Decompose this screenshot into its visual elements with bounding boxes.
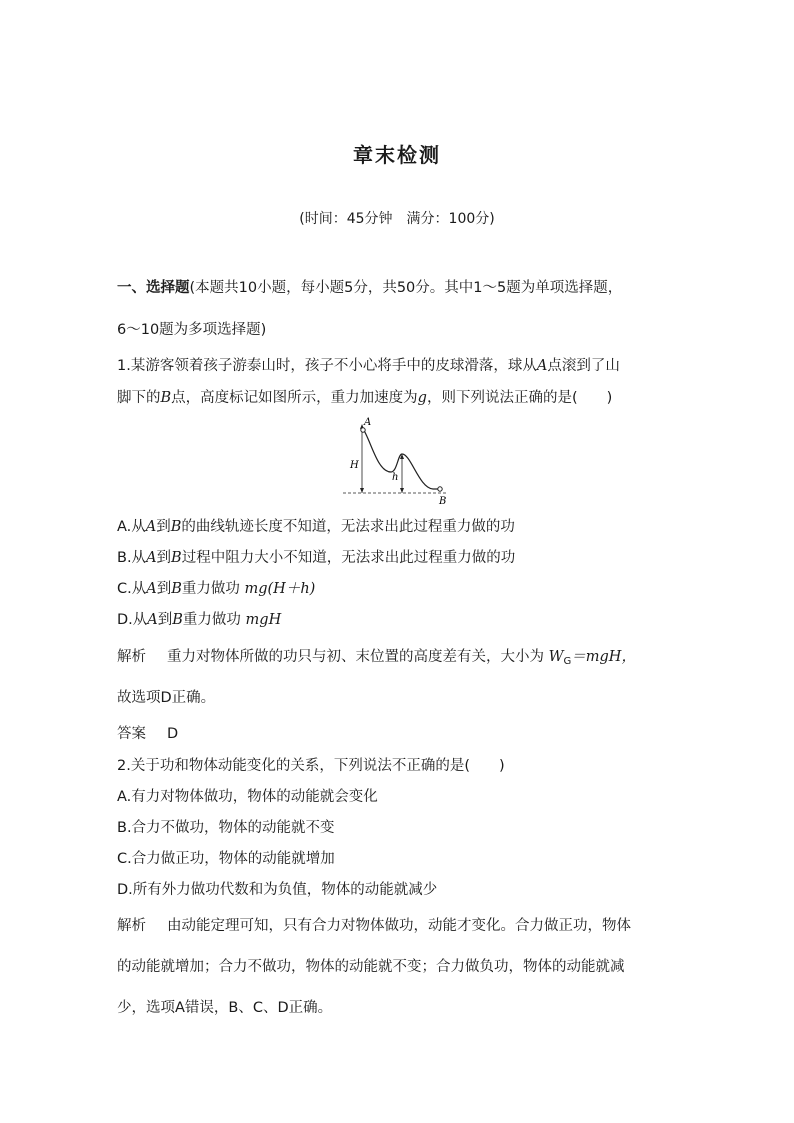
answer-label: 答案 <box>117 726 146 742</box>
q1-stem-text: 点滚到了山 <box>547 358 620 374</box>
exam-info: (时间：45分钟 满分：100分) <box>299 211 495 227</box>
page-title: 章末检测 <box>353 143 441 167</box>
q1-stem-text: 1.某游客领着孩子游泰山时，孩子不小心将手中的皮球滑落，球从 <box>117 358 537 374</box>
option-var: A <box>147 612 158 628</box>
q2-analysis-line2: 的动能就增加；合力不做功，物体的动能就不变；合力做负功，物体的动能就减 <box>117 959 625 975</box>
section-heading <box>117 278 622 298</box>
q1-option-c <box>117 579 315 599</box>
ball-B <box>438 487 442 491</box>
formula-expr: ＝mgH， <box>571 649 636 665</box>
option-text: 到 <box>156 581 172 597</box>
q1-var: g <box>417 390 427 406</box>
analysis-label: 解析 <box>117 918 146 934</box>
option-formula: mgH <box>245 612 282 628</box>
label-h: h <box>392 472 399 483</box>
option-text: B.从 <box>117 550 147 566</box>
q1-var: B <box>160 390 172 406</box>
ball-A <box>361 428 365 432</box>
q2-option-c: C.合力做正功，物体的动能就增加 <box>117 851 335 867</box>
option-text: 重力做功 <box>182 612 241 628</box>
q1-stem-text: 点，高度标记如图所示，重力加速度为 <box>171 390 418 406</box>
section-intro-line2: 6～10题为多项选择题) <box>117 322 267 338</box>
option-var: B <box>172 612 183 628</box>
q2-option-d: D.所有外力做功代数和为负值，物体的动能就减少 <box>117 882 438 898</box>
q2-analysis-line3: 少，选项A错误，B、C、D正确。 <box>117 1000 333 1016</box>
option-var: A <box>145 519 157 535</box>
arrow-head <box>360 488 364 493</box>
q2-option-b: B.合力不做功，物体的动能就不变 <box>117 820 335 836</box>
option-text: 到 <box>157 612 173 628</box>
option-text: 的曲线轨迹长度不知道，无法求出此过程重力做的功 <box>181 519 515 535</box>
q2-option-a: A.有力对物体做功，物体的动能就会变化 <box>117 789 378 805</box>
option-text: D.从 <box>117 612 148 628</box>
option-text: 重力做功 <box>181 581 240 597</box>
label-A: A <box>364 417 372 428</box>
section-intro: (本题共10小题，每小题5分，共50分。其中1～5题为单项选择题， <box>189 280 623 296</box>
arrow-head <box>400 488 404 493</box>
q1-option-b <box>117 548 515 568</box>
q1-stem-text: ，则下列说法正确的是( ) <box>426 390 613 406</box>
q1-option-d <box>117 610 281 630</box>
analysis-label: 解析 <box>117 649 146 665</box>
option-var: A <box>146 550 157 566</box>
section-label: 一、选择题 <box>117 280 190 296</box>
q1-stem-line1 <box>117 356 620 376</box>
q1-answer <box>117 724 178 744</box>
formula-W: W <box>548 649 564 665</box>
option-var: B <box>171 581 182 597</box>
q1-analysis-line1 <box>117 647 636 672</box>
option-var: A <box>146 581 157 597</box>
label-B: B <box>439 496 447 507</box>
option-formula: mg(H＋h) <box>244 581 316 597</box>
option-text: 过程中阻力大小不知道，无法求出此过程重力做的功 <box>181 550 516 566</box>
q1-option-a <box>117 517 515 537</box>
analysis-text: 由动能定理可知，只有合力对物体做功，动能才变化。合力做正功，物体 <box>167 918 631 934</box>
option-text: 到 <box>156 550 172 566</box>
option-text: 到 <box>156 519 171 535</box>
q2-analysis-line1 <box>117 916 631 936</box>
q1-analysis-line2: 故选项D正确。 <box>117 690 216 706</box>
formula-subscript: G <box>563 656 572 667</box>
q1-stem-line2 <box>117 388 612 408</box>
q1-stem-text: 脚下的 <box>117 390 161 406</box>
analysis-text: 重力对物体所做的功只与初、末位置的高度差有关，大小为 <box>167 649 544 665</box>
q1-var: A <box>536 358 548 374</box>
q2-stem: 2.关于功和物体动能变化的关系，下列说法不正确的是( ) <box>117 758 505 774</box>
option-var: B <box>170 519 182 535</box>
option-var: B <box>171 550 182 566</box>
option-text: C.从 <box>117 581 147 597</box>
option-text: A.从 <box>117 519 146 535</box>
q1-figure <box>335 412 460 510</box>
label-H: H <box>350 460 359 471</box>
answer-value: D <box>167 726 179 742</box>
